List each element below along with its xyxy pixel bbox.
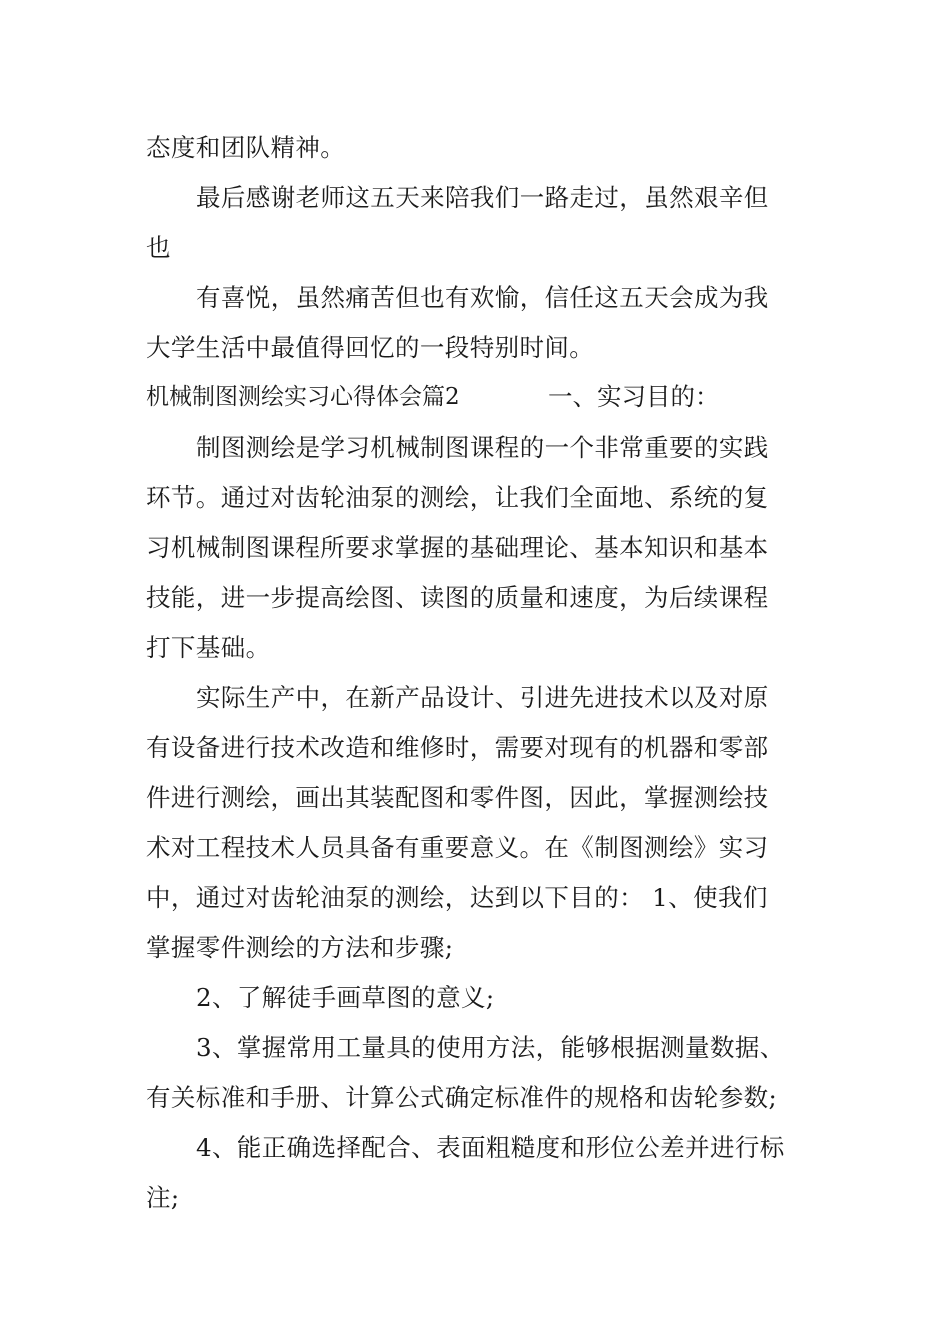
paragraph-line: 技能，进一步提高绘图、读图的质量和速度，为后续课程 — [146, 583, 769, 612]
paragraph-line: 打下基础。 — [146, 633, 271, 662]
list-item: 2、了解徒手画草图的意义; — [196, 983, 495, 1012]
list-item: 4、能正确选择配合、表面粗糙度和形位公差并进行标 — [196, 1133, 785, 1162]
paragraph-line: 习机械制图课程所要求掌握的基础理论、基本知识和基本 — [146, 533, 769, 562]
paragraph-line: 件进行测绘，画出其装配图和零件图，因此，掌握测绘技 — [146, 783, 769, 812]
section-subheading: 一、实习目的： — [548, 382, 720, 411]
paragraph-line: 掌握零件测绘的方法和步骤; — [146, 933, 454, 962]
paragraph-line: 最后感谢老师这五天来陪我们一路走过，虽然艰辛但 — [196, 183, 769, 212]
paragraph-line: 态度和团队精神。 — [146, 133, 346, 162]
paragraph-line: 有设备进行技术改造和维修时，需要对现有的机器和零部 — [146, 733, 769, 762]
paragraph-line: 中，通过对齿轮油泵的测绘，达到以下目的： 1、使我们 — [146, 883, 768, 912]
paragraph-line: 实际生产中，在新产品设计、引进先进技术以及对原 — [196, 683, 769, 712]
paragraph-line: 注; — [146, 1183, 180, 1212]
paragraph-line: 制图测绘是学习机械制图课程的一个非常重要的实践 — [196, 433, 769, 462]
paragraph-line: 有喜悦，虽然痛苦但也有欢愉，信任这五天会成为我 — [196, 283, 769, 312]
paragraph-line: 大学生活中最值得回忆的一段特别时间。 — [146, 333, 595, 362]
paragraph-line: 也 — [146, 233, 171, 262]
paragraph-line: 术对工程技术人员具备有重要意义。在《制图测绘》实习 — [146, 833, 769, 862]
paragraph-line: 环节。通过对齿轮油泵的测绘，让我们全面地、系统的复 — [146, 483, 769, 512]
section-heading: 机械制图测绘实习心得体会篇2 — [146, 384, 460, 410]
list-item: 3、掌握常用工量具的使用方法，能够根据测量数据、 — [196, 1033, 785, 1062]
paragraph-line: 有关标准和手册、计算公式确定标准件的规格和齿轮参数; — [146, 1083, 778, 1112]
